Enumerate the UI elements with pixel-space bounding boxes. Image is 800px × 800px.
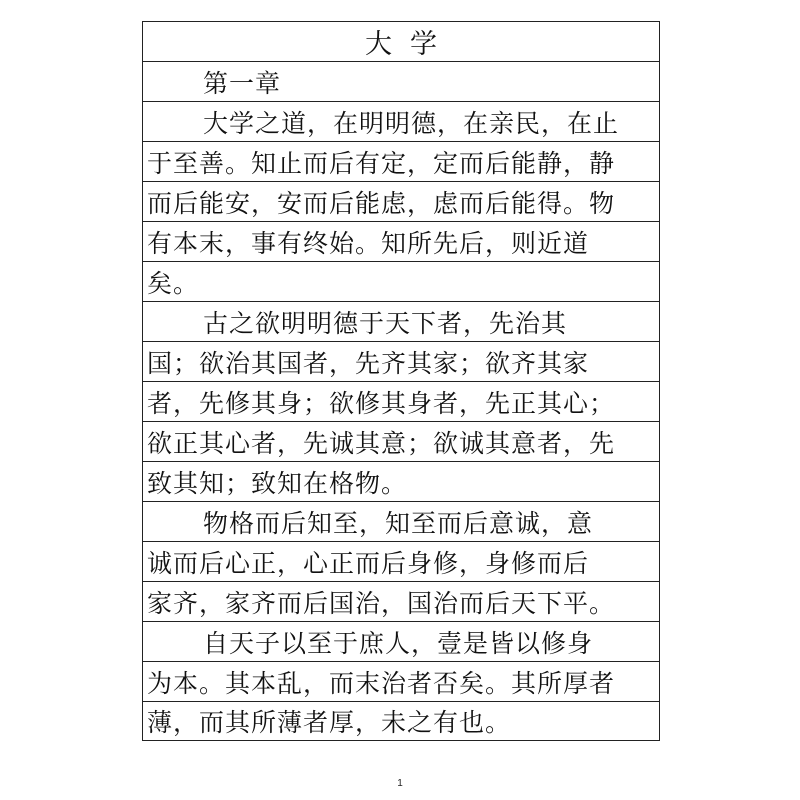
text-line: 家齐，家齐而后国治，国治而后天下平。	[143, 581, 659, 621]
text-line: 而后能安，安而后能虑，虑而后能得。物	[143, 181, 659, 221]
text-line: 欲正其心者，先诚其意；欲诚其意者，先	[143, 421, 659, 461]
text-line: 有本末，事有终始。知所先后，则近道	[143, 221, 659, 261]
text-line: 古之欲明明德于天下者，先治其	[143, 301, 659, 341]
text-line: 诚而后心正，心正而后身修，身修而后	[143, 541, 659, 581]
text-line: 为本。其本乱，而末治者否矣。其所厚者	[143, 661, 659, 701]
text-line: 国；欲治其国者，先齐其家；欲齐其家	[143, 341, 659, 381]
ruled-text-block	[142, 21, 660, 741]
text-line: 物格而后知至，知至而后意诚，意	[143, 501, 659, 541]
text-line: 薄，而其所薄者厚，未之有也。	[143, 701, 659, 741]
chapter-heading: 第一章	[143, 61, 659, 101]
text-line: 矣。	[143, 261, 659, 301]
text-line: 于至善。知止而后有定，定而后能静，静	[143, 141, 659, 181]
text-line: 自天子以至于庶人，壹是皆以修身	[143, 621, 659, 661]
text-line: 者，先修其身；欲修其身者，先正其心；	[143, 381, 659, 421]
page-title: 大学	[143, 21, 659, 61]
page-number: 1	[397, 778, 403, 789]
text-line: 大学之道，在明明德，在亲民，在止	[143, 101, 659, 141]
text-line: 致其知；致知在格物。	[143, 461, 659, 501]
